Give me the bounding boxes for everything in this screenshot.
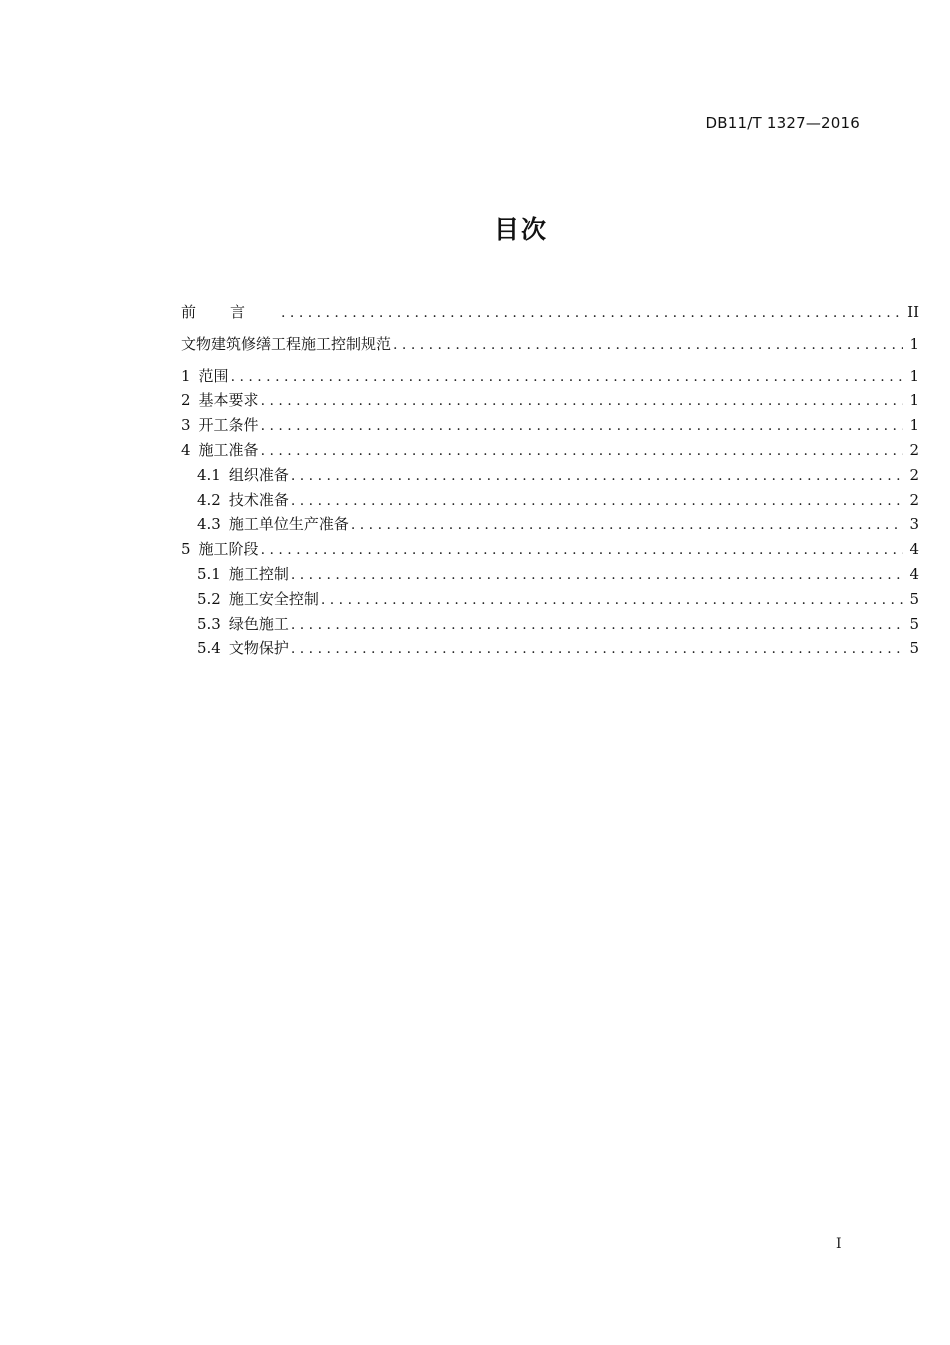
toc-leader-dots xyxy=(291,613,903,638)
page-number: I xyxy=(836,1236,842,1252)
toc-entry-label xyxy=(181,438,261,463)
toc-entry-label xyxy=(181,413,261,438)
toc-entry-page: 5 xyxy=(909,614,919,633)
toc-leader-dots xyxy=(291,489,903,514)
toc-entry-text: 绿色施工 xyxy=(228,614,289,633)
toc-entry-text: 范围 xyxy=(198,366,229,385)
toc-entry-label xyxy=(181,364,231,389)
toc-entry-number: 5.4 xyxy=(197,639,221,658)
toc-entry-number: 5 xyxy=(181,540,191,559)
toc-entry-5-4[interactable] xyxy=(181,636,919,661)
toc-entry-number: 4.2 xyxy=(197,490,221,509)
toc-entry-5-3[interactable] xyxy=(181,612,919,637)
toc-entry-text: 开工条件 xyxy=(198,416,259,435)
toc-entry-page: 3 xyxy=(909,515,919,534)
toc-leader-dots xyxy=(261,389,903,414)
toc-leader-dots xyxy=(351,513,903,538)
toc-entry-page: 2 xyxy=(909,490,919,509)
toc-entry-4-3[interactable] xyxy=(181,512,919,537)
toc-entry-label xyxy=(197,612,291,637)
toc-entry-number: 5.3 xyxy=(197,614,221,633)
toc-entry-number: 1 xyxy=(181,366,191,385)
toc-leader-dots xyxy=(261,439,903,464)
toc-leader-dots xyxy=(291,637,903,662)
toc-entry-2[interactable] xyxy=(181,388,919,413)
toc-entry-page: 1 xyxy=(909,334,919,353)
toc-entry-text: 基本要求 xyxy=(198,391,259,410)
toc-entry-number: 3 xyxy=(181,416,191,435)
toc-entry-label xyxy=(181,388,261,413)
table-of-contents xyxy=(181,300,919,661)
toc-entry-text: 施工阶段 xyxy=(198,540,259,559)
toc-leader-dots xyxy=(393,333,903,358)
toc-entry-text: 施工安全控制 xyxy=(228,589,319,608)
toc-entry-4-1[interactable] xyxy=(181,463,919,488)
toc-entry-5-1[interactable] xyxy=(181,562,919,587)
toc-entry-number: 2 xyxy=(181,391,191,410)
toc-entry-page: 2 xyxy=(909,440,919,459)
toc-entry-label xyxy=(181,537,261,562)
toc-entry-number: 5.1 xyxy=(197,564,221,583)
toc-entry-number: 4.1 xyxy=(197,465,221,484)
toc-entry-page: 1 xyxy=(909,366,919,385)
toc-entry-number: 4.3 xyxy=(197,515,221,534)
toc-entry-text: 施工单位生产准备 xyxy=(228,515,349,534)
toc-entry-label: 文物建筑修缮工程施工控制规范 xyxy=(181,334,392,353)
toc-entry-text: 施工准备 xyxy=(198,440,259,459)
toc-leader-dots xyxy=(261,414,903,439)
toc-entry-text: 文物保护 xyxy=(228,639,289,658)
toc-leader-dots xyxy=(281,301,901,326)
toc-entry-page: II xyxy=(907,303,919,321)
toc-entry-5[interactable] xyxy=(181,537,919,562)
toc-leader-dots xyxy=(291,563,903,588)
toc-entry-1[interactable] xyxy=(181,364,919,389)
toc-entry-number: 4 xyxy=(181,440,191,459)
toc-leader-dots xyxy=(261,538,903,563)
toc-entry-standard-title[interactable] xyxy=(181,332,919,357)
toc-entry-page: 5 xyxy=(909,639,919,658)
toc-leader-dots xyxy=(291,464,903,489)
toc-entry-page: 2 xyxy=(909,465,919,484)
toc-entry-foreword[interactable] xyxy=(181,300,919,325)
toc-leader-dots xyxy=(231,365,903,390)
toc-entry-text: 组织准备 xyxy=(228,465,289,484)
toc-entry-label xyxy=(197,636,291,661)
toc-entry-number: 5.2 xyxy=(197,589,221,608)
toc-entry-page: 4 xyxy=(909,540,919,559)
toc-entry-4-2[interactable] xyxy=(181,488,919,513)
toc-entry-text: 施工控制 xyxy=(228,564,289,583)
toc-title: 目次 xyxy=(493,215,548,244)
toc-entry-3[interactable] xyxy=(181,413,919,438)
toc-entry-label xyxy=(197,587,321,612)
document-code: DB11/T 1327—2016 xyxy=(705,114,860,132)
toc-entry-label xyxy=(197,488,291,513)
toc-entry-page: 1 xyxy=(909,416,919,435)
toc-entry-label: 前言 xyxy=(181,303,280,321)
toc-entry-page: 5 xyxy=(909,589,919,608)
toc-entry-5-2[interactable] xyxy=(181,587,919,612)
toc-entry-label xyxy=(197,512,351,537)
toc-entry-text: 技术准备 xyxy=(228,490,289,509)
toc-entry-page: 4 xyxy=(909,564,919,583)
toc-entry-label xyxy=(197,463,291,488)
toc-entry-4[interactable] xyxy=(181,438,919,463)
toc-entry-page: 1 xyxy=(909,391,919,410)
toc-leader-dots xyxy=(321,588,903,613)
toc-entry-label xyxy=(197,562,291,587)
